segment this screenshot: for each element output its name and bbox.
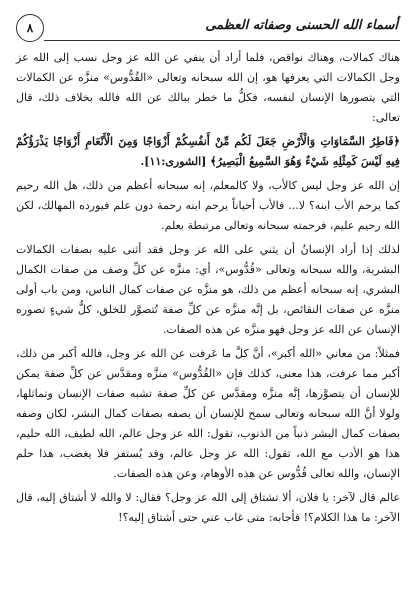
paragraph: هناك كمالات، وهناك نواقص، فلما أراد أن ينفي عن الله عز وجل نسب إلى الله عز وجل الكمالات التي يعرفها هو، إن الله سبحانه وتعالى «القُدُّوس» منزَّه عن الكمالات التي يتصورها الإنسان لنفسه، فكلُّ ما خطر ببالك عن الله فالله بخلاف ذلك، قال تعالى: — [16, 51, 400, 124]
running-title: أسماء الله الحسنى وصفاته العظمى — [205, 18, 398, 33]
paragraph: عالم قال لآخر: يا فلان، ألا تشتاق إلى الله عز وجل؟ فقال: لا والله لا أشتاق إليه، قال الآخر: ما هذا الكلام؟! فأجابه: متى غاب عني حتى أشتاق إليه؟! — [16, 491, 400, 524]
paragraph: فمثلاً: من معاني «الله أكبر»، أنَّ كلَّ ما عَرفت عن الله عز وجل، فالله أكبر من ذلك، أكبر مما عرفت، هذا معنى، كذلك فإن «القُدُّوس» منزَّه ومقدَّس عن كلِّ صفة يمكن للإنسان أن يتصوَّرها، إنَّه منزَّه ومقدَّس عن كلِّ صفة تشبه صفات الإنسان وتماثلها، ولولا أنَّ الله سبحانه وتعالى سمح للإنسان أن يصفه بصفات كمال البشر، لكان وصفه بصفات كمال البشر ذنباً من الذنوب، تقول: الله عز وجل عالم، الله لطيف، الله حليم، هذا هو الأدب مع الله، تقول: الله عز وجل عالم، وقد يُستفز فلا يغضب، هذا حلم الإنسان، والله تعالى قُدُّوس عن هذه الأوهام، وعن هذه الصفات. — [16, 347, 400, 480]
page-header — [16, 14, 400, 44]
header-rule — [44, 40, 400, 41]
page-number: ٨ — [26, 21, 34, 35]
quran-verse: ﴿فَاطِرُ السَّمَاوَاتِ وَالْأَرْضِ جَعَلَ لَكُم مِّنْ أَنفُسِكُمْ أَزْوَاجًا وَمِنَ الْأَنْعَامِ أَزْوَاجًا يَذْرَؤُكُمْ فِيهِ لَيْسَ كَمِثْلِهِ شَيْءٌ وَهُوَ السَّمِيعُ الْبَصِيرُ﴾ [الشورى:١١]. — [16, 135, 400, 168]
body-text — [16, 48, 400, 532]
paragraph: لذلك إذا أراد الإنسانُ أن يثني على الله عز وجل فقد أثنى عليه بصفات الكمالات البشرية، والله سبحانه وتعالى «قُدُّوس»، أي: منزَّه عن كلِّ وصف من صفات الكمال البشري، إنه سبحانه أعظم من ذلك، هو منزَّه عن صفات كمال الناس، ومن باب أولى منزَّه عن صفات النقائص، بل إنَّه منزَّه عن كلِّ صفة تُتصوَّر للخلق، كلُّ شيءٍ تصوره الإنسان عن الله عز وجل فهو منزَّه عن هذه الصفات. — [16, 243, 400, 336]
page-number-badge — [16, 14, 44, 42]
paragraph: إن الله عز وجل ليس كالأب، ولا كالمعلم، إنه سبحانه أعظم من ذلك، هل الله رحيم كما يرحم الأب ابنه؟ لا... فالأب أحياناً يرحم ابنه رحمة دون علم فيورده المهالك، لكن الله رحيم عليم، فرحمته سبحانه وتعالى مرتبطة بعلم. — [16, 179, 400, 232]
